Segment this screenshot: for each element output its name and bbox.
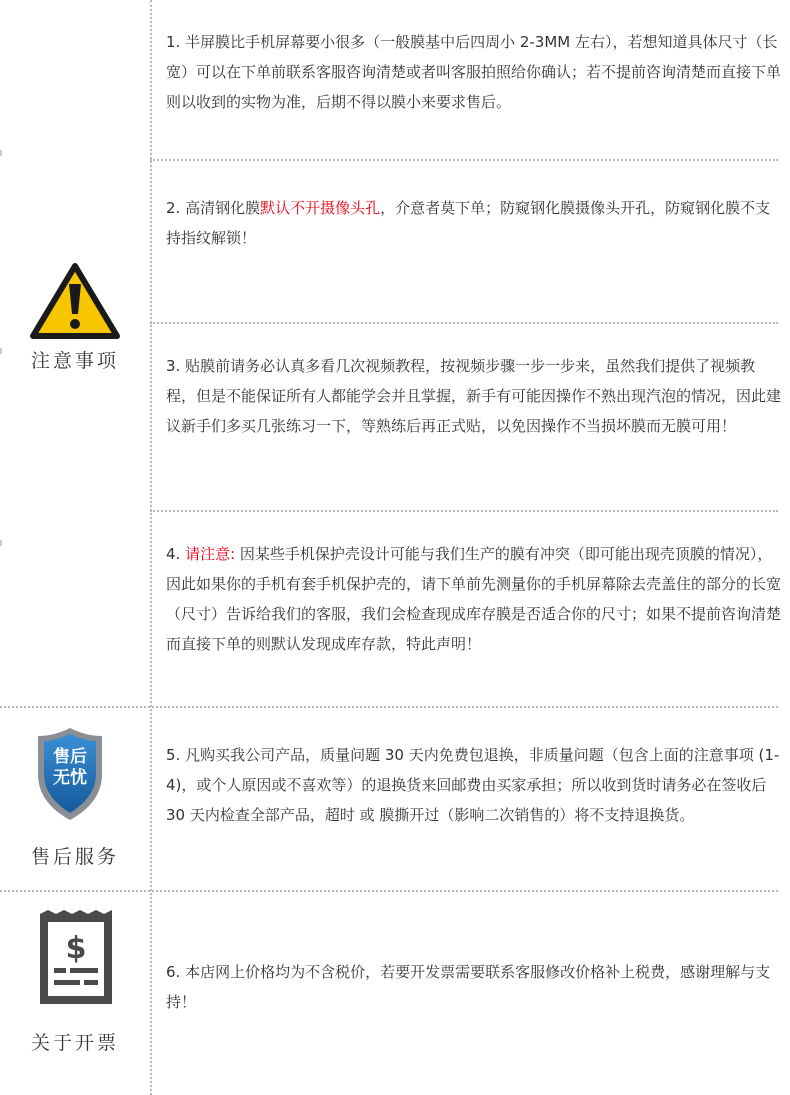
dollar-sign: $	[65, 931, 87, 966]
left-edge-mark	[0, 540, 2, 546]
invoice-policy: 6. 本店网上价格均为不含税价，若要开发票需要联系客服修改价格补上税费，感谢理解与支持！	[166, 963, 771, 1011]
receipt-icon	[36, 908, 116, 1006]
note-4-number: 4.	[166, 545, 186, 563]
invoice-label: 关于开票	[30, 1032, 119, 1054]
note-2-highlight: 默认不开摄像头孔	[260, 199, 381, 217]
shield-text-line2: 无忧	[53, 768, 87, 788]
note-1: 1. 半屏膜比手机屏幕要小很多（一般膜基中后四周小 2-3MM 左右），若想知道具体尺寸（长宽）可以在下单前联系客服咨询清楚或者叫客服拍照给你确认；若不提前咨询清楚而直接下单则以收到的实物为准，后期不得以膜小来要求售后。	[166, 33, 782, 111]
divider-section-invoice	[0, 890, 778, 892]
after-sales-policy: 5. 凡购买我公司产品，质量问题 30 天内免费包退换，非质量问题（包含上面的注意事项 (1-4)，或个人原因或不喜欢等）的退换货来回邮费由买家承担；所以收到货时请务必在签收后 30 天内检查全部产品，超时 或 膜撕开过（影响二次销售的）将不支持退换货。	[166, 746, 780, 824]
shield-icon	[36, 726, 104, 822]
notice-label: 注意事项	[30, 350, 119, 372]
note-4-highlight: 请注意:	[185, 545, 236, 563]
divider-3	[150, 510, 778, 512]
warning-icon	[29, 262, 121, 340]
note-4-rest: 因某些手机保护壳设计可能与我们生产的膜有冲突（即可能出现壳顶膜的情况），因此如果你的手机有套手机保护壳的，请下单前先测量你的手机屏幕除去壳盖住的部分的长宽（尺寸）告诉给我们的客服，我们会检查现成库存膜是否适合你的尺寸；如果不提前咨询清楚而直接下单的则默认发现成库存款，特此声明！	[166, 545, 782, 653]
note-2-lead: 2. 高清钢化膜	[166, 199, 261, 217]
divider-2	[150, 322, 778, 324]
note-2	[166, 193, 784, 253]
divider-1	[150, 159, 778, 161]
note-4	[166, 539, 784, 659]
note-2-rest: ，介意者莫下单；防窥钢化膜摄像头开孔，防窥钢化膜不支持指纹解锁！	[166, 199, 771, 247]
after-sales-label: 售后服务	[30, 846, 119, 868]
left-edge-mark	[0, 150, 2, 156]
shield-text-line1: 售后	[53, 747, 87, 767]
divider-section-after-sales	[0, 706, 778, 708]
vertical-divider	[150, 0, 152, 1095]
note-3: 3. 贴膜前请务必认真多看几次视频教程，按视频步骤一步一步来，虽然我们提供了视频教程，但是不能保证所有人都能学会并且掌握，新手有可能因操作不熟出现汽泡的情况，因此建议新手们多买几张练习一下，等熟练后再正式贴，以免因操作不当损坏膜而无膜可用！	[166, 357, 782, 435]
